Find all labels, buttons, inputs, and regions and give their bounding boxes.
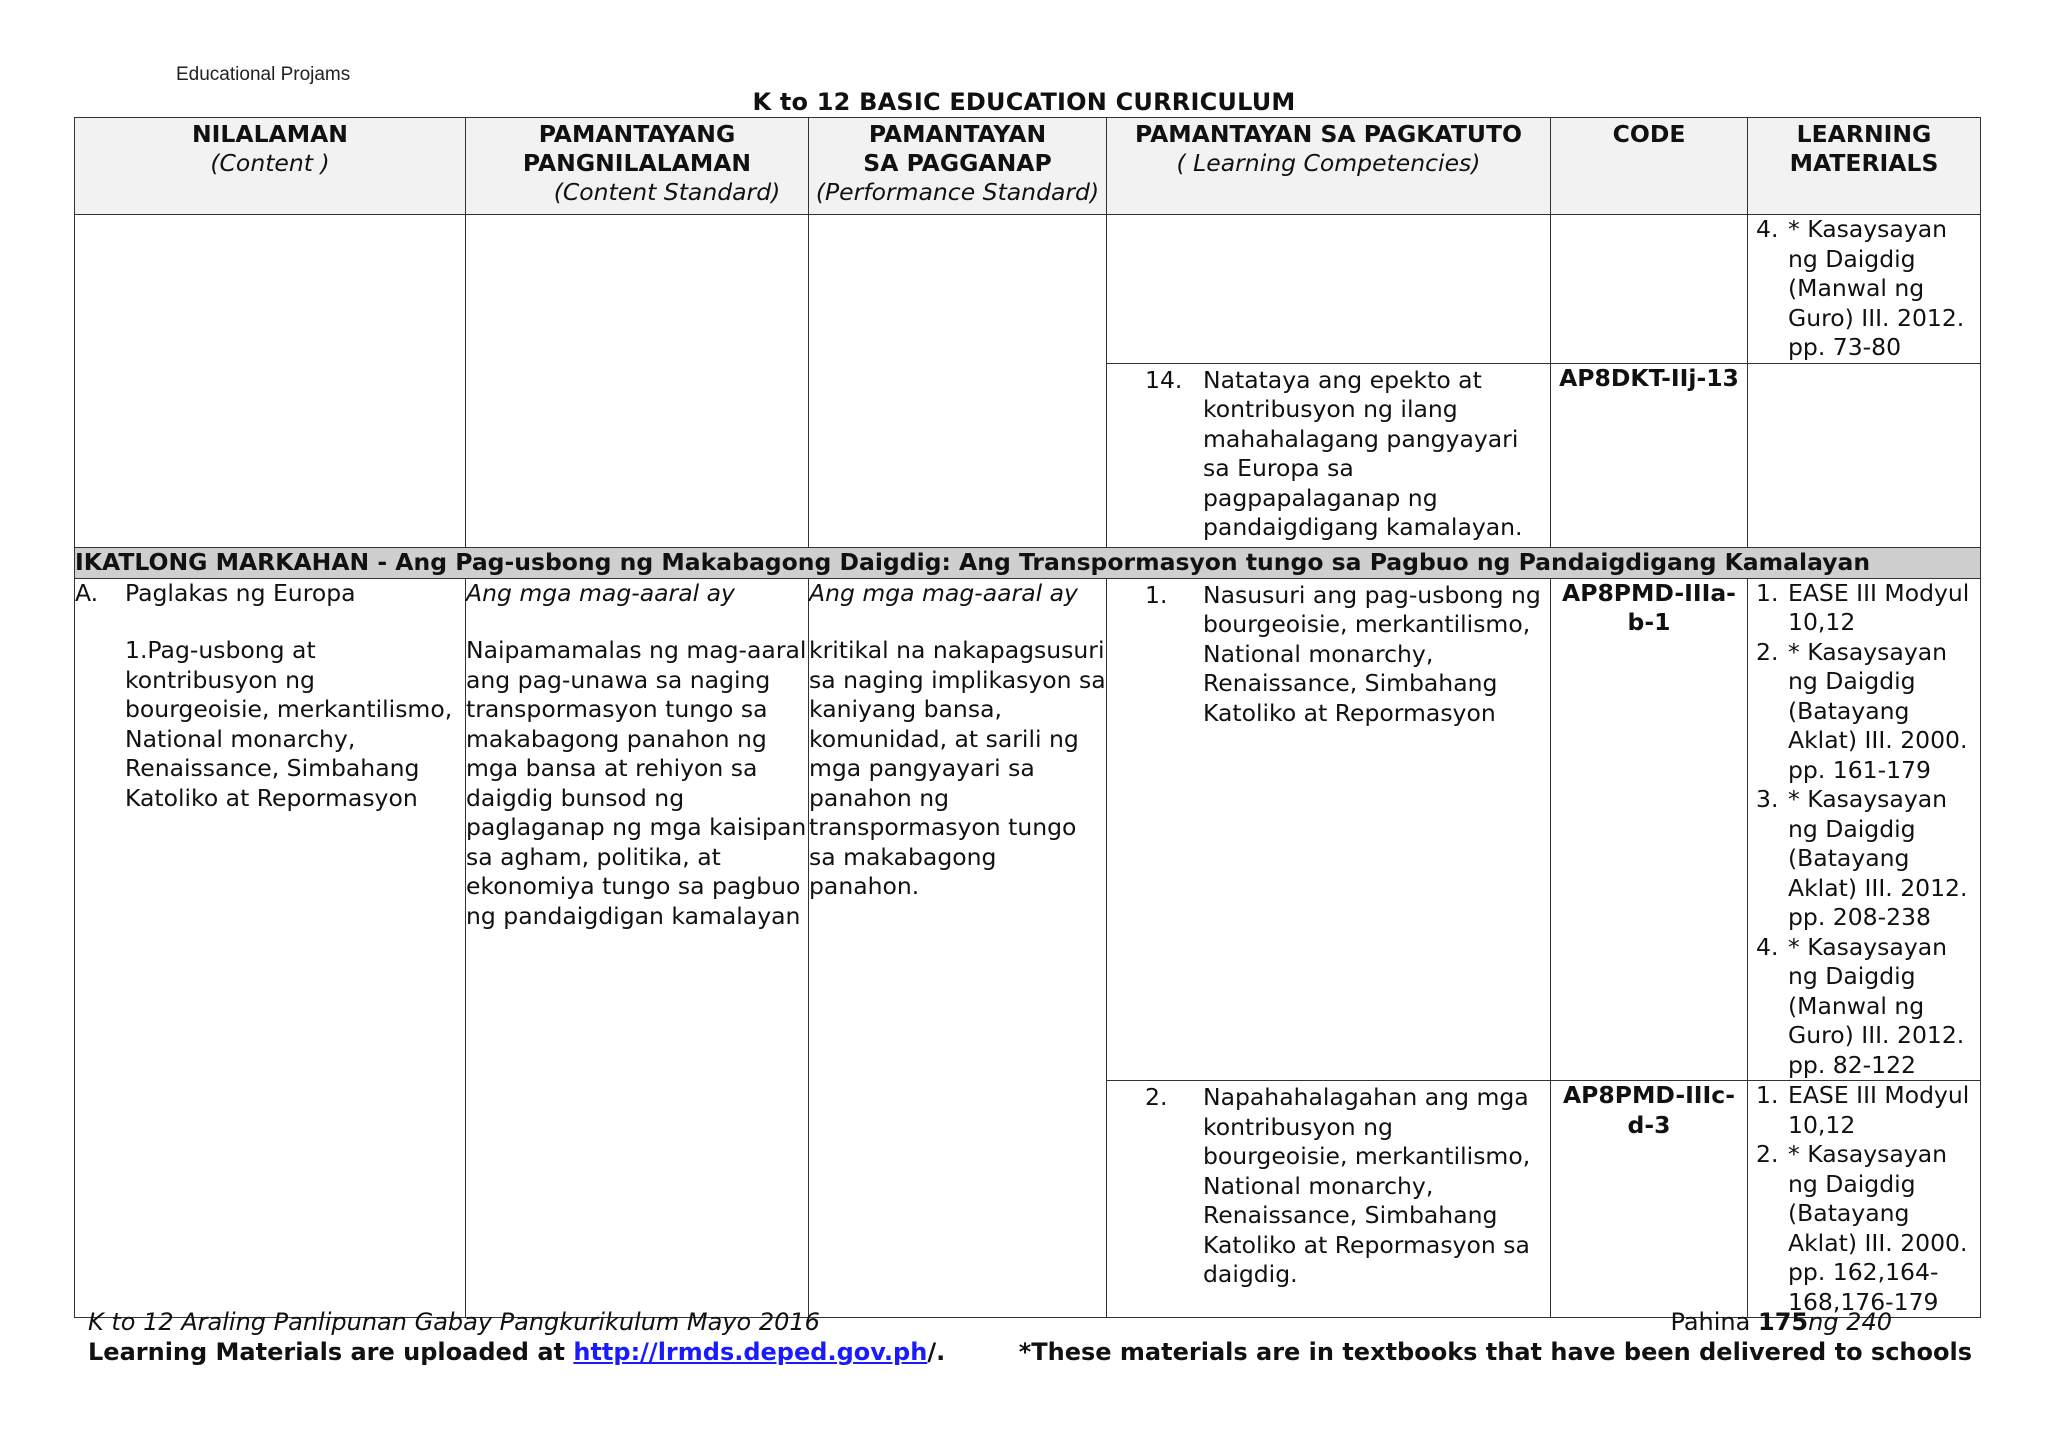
- performance-standard-text: kritikal na nakapagsusuri sa naging implikasyon sa kaniyang bansa, komunidad, at sarili ng mga pangyayari sa panahon ng transpormasyon tungo sa makabagong panahon.: [809, 636, 1106, 900]
- competency-cell: [1107, 578, 1551, 1081]
- list-item: 2. * Kasaysayan ng Daigdig (Batayang Aklat) III. 2000. pp. 162,164-168,176-179: [1756, 1140, 1968, 1316]
- quarter-heading-row: [75, 547, 1981, 578]
- document-title: K to 12 BASIC EDUCATION CURRICULUM: [752, 88, 1296, 116]
- list-item: 4. * Kasaysayan ng Daigdig (Manwal ng Guro) III. 2012. pp. 82-122: [1756, 932, 1965, 1079]
- curriculum-table: [74, 117, 1981, 1318]
- col-header-learning-competencies: PAMANTAYAN SA PAGKATUTO ( Learning Competencies): [1107, 118, 1551, 215]
- code-cell-empty: [1551, 215, 1748, 364]
- content-subtopic: 1.Pag-usbong at kontribusyon ng bourgeoisie, merkantilismo, National monarchy, Renaissance, Simbahang Katoliko at Repormasyon: [125, 636, 453, 812]
- content-title: Paglakas ng Europa: [125, 578, 356, 607]
- col-header-content: NILALAMAN (Content ): [75, 118, 466, 215]
- competency-text: Natataya ang epekto at kontribusyon ng ilang mahahalagang pangyayari sa Europa sa pagpapalaganap ng pandaigdigang kamalayan.: [1203, 365, 1523, 541]
- table-row: [75, 215, 1981, 364]
- header-note: Educational Projams: [176, 64, 351, 85]
- competency-cell: [1107, 363, 1551, 547]
- materials-cell: [1748, 1081, 1981, 1318]
- content-standard-lead: Ang mga mag-aaral ay: [466, 578, 735, 607]
- performance-standard-cell-empty: [809, 215, 1107, 548]
- list-item: 4. * Kasaysayan ng Daigdig (Manwal ng Guro) III. 2012. pp. 73-80: [1756, 215, 1965, 361]
- materials-list: [1748, 579, 1980, 1081]
- footer-upload-line: Learning Materials are uploaded at http://lrmds.deped.gov.ph/.: [88, 1338, 946, 1366]
- content-standard-text: Naipamamalas ng mag-aaral ang pag-unawa sa naging transpormasyon tungo sa makabagong panahon ng mga bansa at rehiyon sa daigdig bunsod ng paglaganap ng mga kaisipan sa agham, politika, at ekonomiya tungo sa pagbuo ng pandaigdigan kamalayan: [466, 636, 807, 930]
- competency-number: 1.: [1145, 580, 1168, 609]
- header-row: [75, 118, 1981, 215]
- footer-guide-title: K to 12 Araling Panlipunan Gabay Pangkurikulum Mayo 2016: [88, 1308, 820, 1336]
- materials-list: [1748, 1081, 1980, 1317]
- competency-cell-empty: [1107, 215, 1551, 364]
- col-header-content-standard: PAMANTAYANG PANGNILALAMAN (Content Standard): [466, 118, 809, 215]
- materials-list: [1748, 215, 1980, 363]
- materials-cell-empty: [1748, 363, 1981, 547]
- content-standard-cell: [466, 578, 809, 1318]
- code-cell: AP8PMD-IIIa-b-1: [1551, 578, 1748, 1081]
- competency-number: 2.: [1145, 1083, 1168, 1111]
- competency-cell: [1107, 1081, 1551, 1318]
- content-cell-empty: [75, 215, 466, 548]
- code-cell: AP8PMD-IIIc-d-3: [1551, 1081, 1748, 1318]
- materials-cell: [1748, 578, 1981, 1081]
- list-item: 2. * Kasaysayan ng Daigdig (Batayang Aklat) III. 2000. pp. 161-179: [1756, 637, 1968, 784]
- content-letter: A.: [75, 578, 99, 607]
- content-cell: [75, 578, 466, 1318]
- lrmds-link[interactable]: http://lrmds.deped.gov.ph: [573, 1338, 928, 1366]
- performance-standard-cell: [809, 578, 1107, 1318]
- col-header-learning-materials: LEARNING MATERIALS: [1748, 118, 1981, 215]
- competency-number: 14.: [1145, 365, 1183, 394]
- footer-right: [1019, 1307, 1972, 1367]
- code-cell: AP8DKT-IIj-13: [1551, 363, 1748, 547]
- competency-text: Napahahalagahan ang mga kontribusyon ng bourgeoisie, merkantilismo, National monarchy, Renaissance, Simbahang Katoliko at Repormasyon sa daigdig.: [1203, 1083, 1531, 1288]
- performance-standard-lead: Ang mga mag-aaral ay: [809, 578, 1078, 607]
- quarter-heading: IKATLONG MARKAHAN - Ang Pag-usbong ng Makabagong Daigdig: Ang Transpormasyon tungo sa Pagbuo ng Pandaigdigang Kamalayan: [75, 547, 1981, 578]
- list-item: 1. EASE III Modyul 10,12: [1756, 578, 1970, 636]
- col-header-performance-standard: PAMANTAYAN SA PAGGANAP (Performance Standard): [809, 118, 1107, 215]
- footer-note: *These materials are in textbooks that have been delivered to schools: [1018, 1338, 1972, 1366]
- page-number: Pahina 175ng 240: [1670, 1308, 1892, 1336]
- list-item: 3. * Kasaysayan ng Daigdig (Batayang Aklat) III. 2012. pp. 208-238: [1756, 785, 1968, 931]
- col-header-code: CODE: [1551, 118, 1748, 215]
- list-item: 1. EASE III Modyul 10,12: [1756, 1081, 1970, 1139]
- footer-left: [88, 1307, 945, 1367]
- table-row: [75, 578, 1981, 1081]
- content-standard-cell-empty: [466, 215, 809, 548]
- materials-cell: [1748, 215, 1981, 364]
- competency-text: Nasusuri ang pag-usbong ng bourgeoisie, merkantilismo, National monarchy, Renaissance, Simbahang Katoliko at Repormasyon: [1203, 580, 1541, 727]
